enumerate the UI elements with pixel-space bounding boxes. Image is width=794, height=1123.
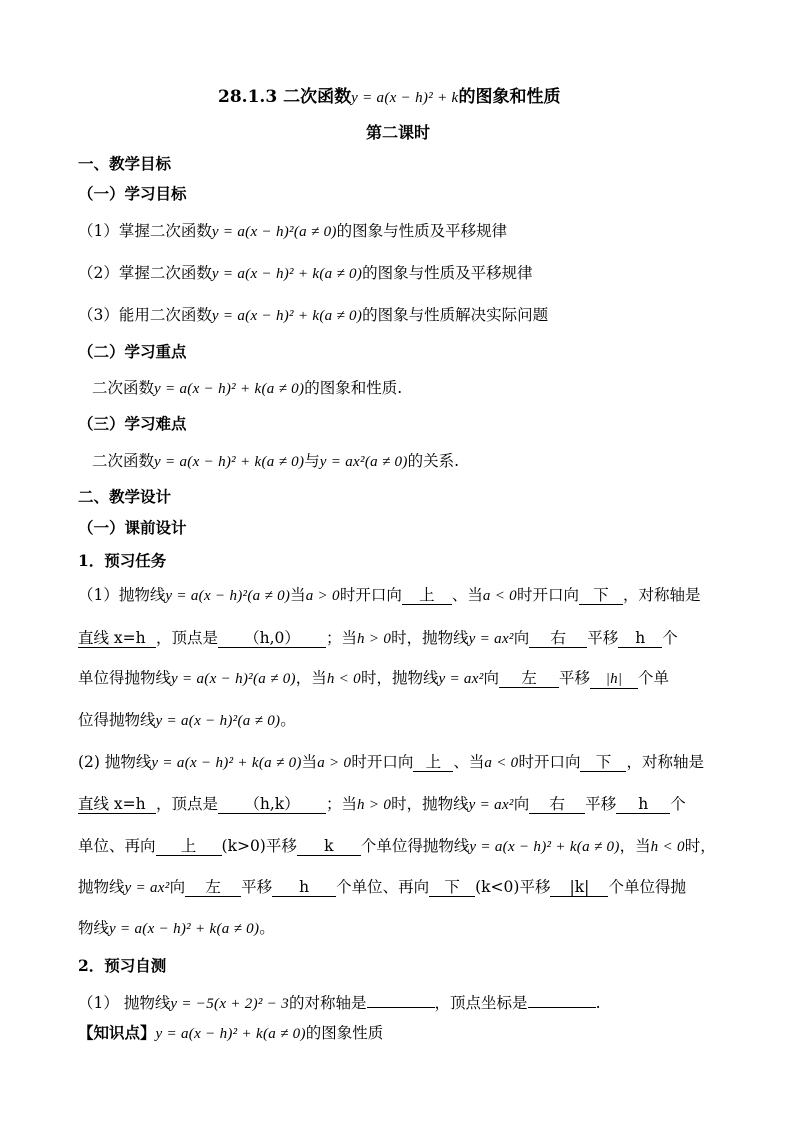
goal-item-1: （1）掌握二次函数y = a(x − h)²(a ≠ 0)的图象与性质及平移规律 [78,222,508,240]
pre-class-heading: （一）课前设计 [78,518,187,537]
self-test-heading: 2．预习自测 [78,956,167,975]
answer-blank: 右 [529,795,585,814]
answer-blank: h [272,878,336,897]
task-2-line-5: 物线y = a(x − h)² + k(a ≠ 0)。 [78,919,275,937]
difficulty-text: 二次函数y = a(x − h)² + k(a ≠ 0)与y = ax²(a ≠ 0)的关系. [92,452,460,470]
goal-item-3: （3）能用二次函数y = a(x − h)² + k(a ≠ 0)的图象与性质解决实际问题 [78,306,549,324]
task-2-line-1: (2) 抛物线y = a(x − h)² + k(a ≠ 0)当a > 0时开口向 上 、当a < 0时开口向 下 ，对称轴是 [78,753,704,771]
task-2-line-4: 抛物线y = ax²向 左 平移 h 个单位、再向 下 (k<0)平移 |k| 个单位得抛 [78,878,686,896]
task-2-line-2: 直线 x=h ，顶点是 （h,k） ；当h > 0时，抛物线y = ax²向 右 平移 h 个 [78,795,686,813]
answer-blank: k [297,837,361,856]
answer-input-vertex[interactable] [528,991,596,1008]
answer-blank: 下 [579,586,623,605]
key-points-heading: （二）学习重点 [78,342,187,361]
answer-blank: 下 [580,753,626,772]
goals-heading: （一）学习目标 [78,184,187,203]
goal-item-2: （2）掌握二次函数y = a(x − h)² + k(a ≠ 0)的图象与性质及平移规律 [78,264,533,282]
answer-blank: 直线 x=h [78,629,156,648]
answer-blank: 右 [529,629,587,648]
answer-input-axis[interactable] [367,991,435,1008]
self-test-question-1: （1） 抛物线y = −5(x + 2)² − 3的对称轴是 ，顶点坐标是 . [78,991,601,1015]
answer-blank: 直线 x=h [78,795,156,814]
task-1-line-3: 单位得抛物线y = a(x − h)²(a ≠ 0)，当h < 0时，抛物线y = ax²向 左 平移 |h| 个单 [78,669,670,687]
answer-blank: |h| [590,670,638,689]
answer-blank: h [616,795,670,814]
answer-blank: 下 [429,878,475,897]
answer-blank: （h,0） [218,629,326,648]
section-heading-2: 二、教学设计 [78,487,172,506]
answer-blank: 上 [402,586,452,605]
section-heading-1: 一、教学目标 [78,154,172,173]
key-points-text: 二次函数y = a(x − h)² + k(a ≠ 0)的图象和性质. [92,379,403,397]
page-title: 28.1.3 二次函数y = a(x − h)² + k的图象和性质 [218,87,561,107]
task-1-line-2: 直线 x=h ，顶点是 （h,0） ；当h > 0时，抛物线y = ax²向 右 平移 h 个 [78,629,678,647]
knowledge-point: 【知识点】y = a(x − h)² + k(a ≠ 0)的图象性质 [78,1023,384,1042]
preview-task-heading: 1．预习任务 [78,551,167,570]
answer-blank: |k| [550,878,608,897]
answer-blank: 左 [185,878,241,897]
answer-blank: 上 [156,837,222,856]
answer-blank: h [618,629,662,648]
answer-blank: 上 [413,753,453,772]
task-2-line-3: 单位、再向 上 (k>0)平移 k 个单位得抛物线y = a(x − h)² + k(a ≠ 0)，当h < 0时， [78,837,716,855]
difficulty-heading: （三）学习难点 [78,414,187,433]
answer-blank: （h,k） [218,795,326,814]
page-subtitle: 第二课时 [366,123,431,142]
task-1-line-1: （1）抛物线y = a(x − h)²(a ≠ 0)当a > 0时开口向 上 、当a < 0时开口向 下 ，对称轴是 [78,586,701,604]
answer-blank: 左 [499,669,559,688]
task-1-line-4: 位得抛物线y = a(x − h)²(a ≠ 0)。 [78,711,296,729]
